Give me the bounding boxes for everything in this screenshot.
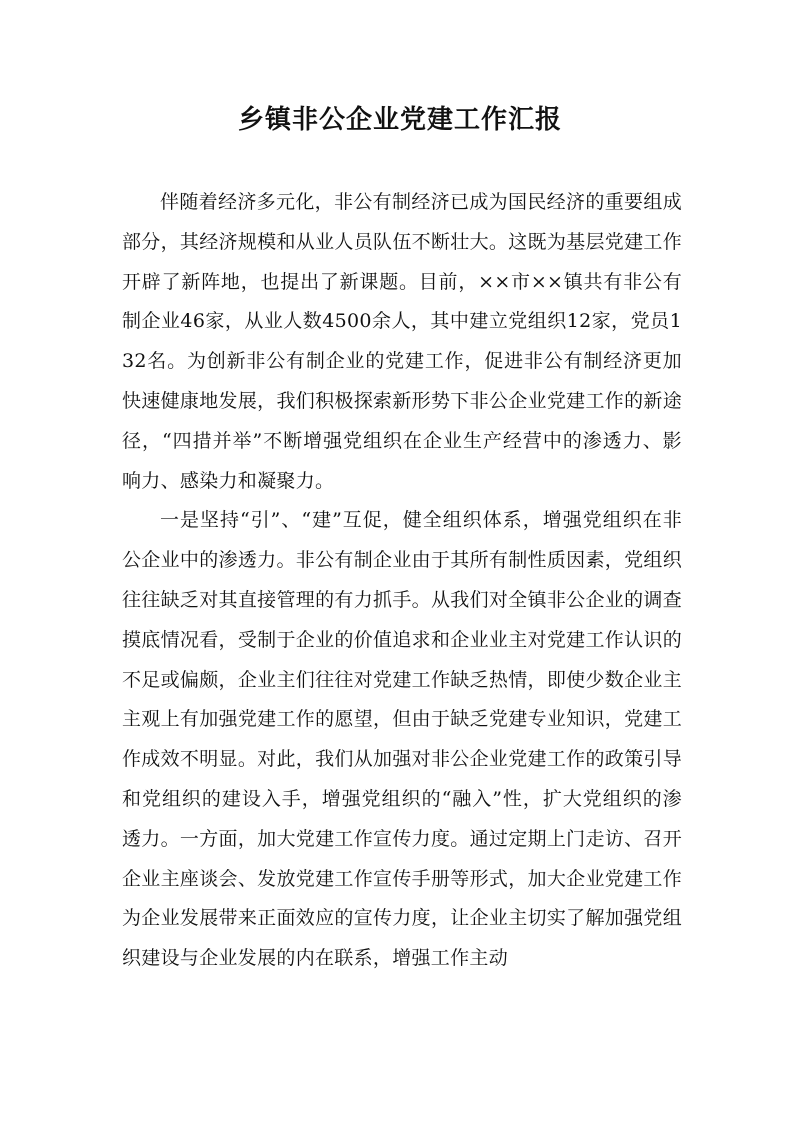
document-title: 乡镇非公企业党建工作汇报	[237, 105, 562, 135]
document-body	[122, 183, 682, 979]
paragraph-intro: 伴随着经济多元化，非公有制经济已成为国民经济的重要组成部分，其经济规模和从业人员队伍不断壮大。这既为基层党建工作开辟了新阵地，也提出了新课题。目前，××市××镇共有非公有制企业46家，从业人数4500余人，其中建立党组织12家，党员132名。为创新非公有制企业的党建工作，促进非公有制经济更加快速健康地发展，我们积极探索新形势下非公企业党建工作的新途径，“四措并举”不断增强党组织在企业生产经营中的渗透力、影响力、感染力和凝聚力。	[122, 191, 682, 492]
paragraph-point-one: 一是坚持“引”、“建”互促，健全组织体系，增强党组织在非公企业中的渗透力。非公有制企业由于其所有制性质因素，党组织往往缺乏对其直接管理的有力抓手。从我们对全镇非公企业的调查摸底情况看，受制于企业的价值追求和企业业主对党建工作认识的不足或偏颇，企业主们往往对党建工作缺乏热情，即使少数企业主主观上有加强党建工作的愿望，但由于缺乏党建专业知识，党建工作成效不明显。对此，我们从加强对非公企业党建工作的政策引导和党组织的建设入手，增强党组织的“融入”性，扩大党组织的渗透力。一方面，加大党建工作宣传力度。通过定期上门走访、召开企业主座谈会、发放党建工作宣传手册等形式，加大企业党建工作为企业发展带来正面效应的宣传力度，让企业主切实了解加强党组织建设与企业发展的内在联系，增强工作主动	[122, 509, 682, 970]
